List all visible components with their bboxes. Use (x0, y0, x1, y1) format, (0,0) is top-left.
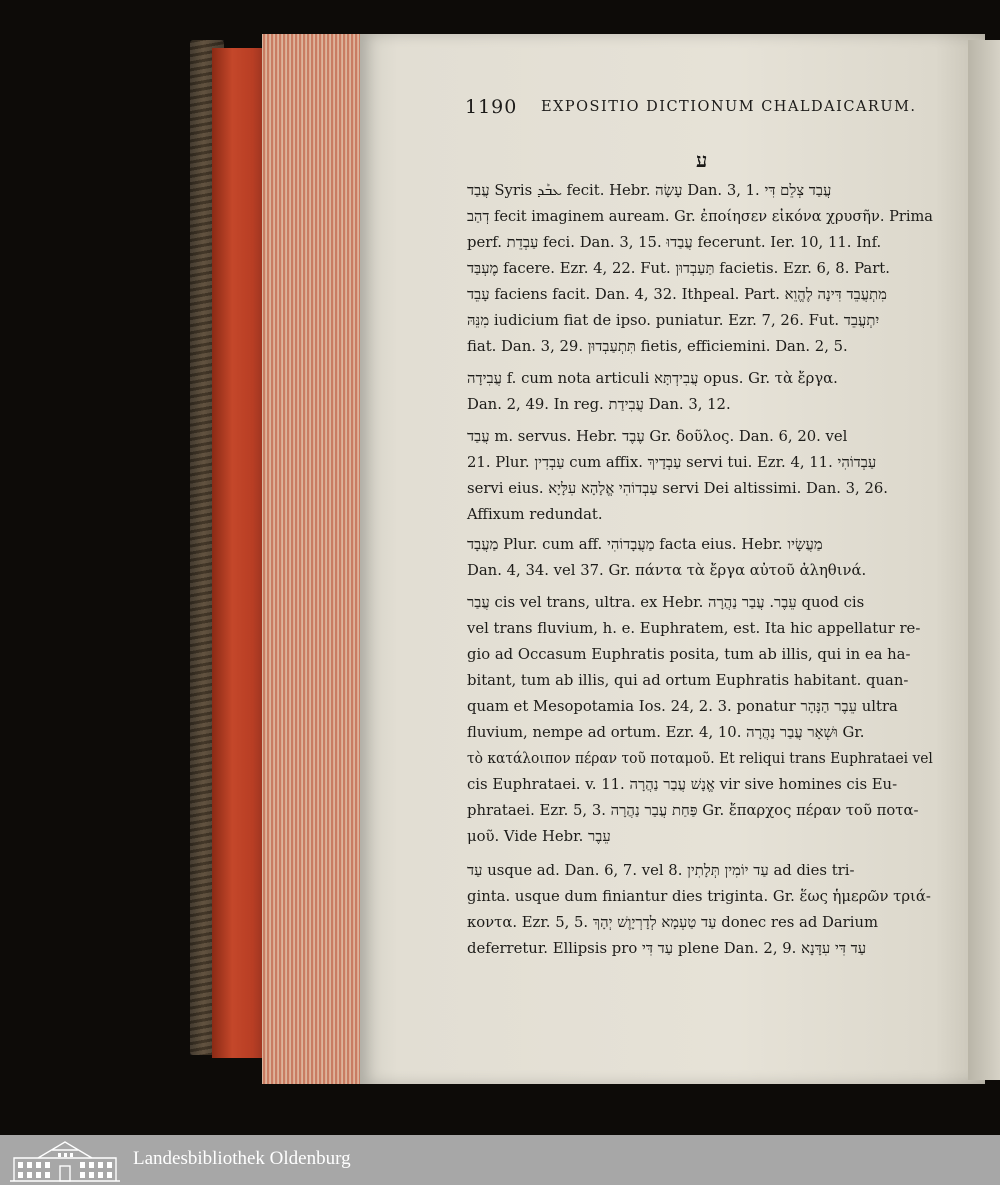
text-line-content: עֲבַד m. servus. Hebr. עֶבֶד Gr. δοῦλος. Dan. 6, 20. vel (467, 428, 848, 445)
text-line (467, 750, 933, 776)
text-line (467, 338, 933, 364)
text-line-content: cis Euphrataei. v. 11. אֱנָשׁ עֲבַר נַהֲרָה vir sive homines cis Eu- (467, 776, 898, 793)
text-line-content: quam et Mesopotamia Ios. 24, 2. 3. ponatur עֵבֶר הַנָּהָר ultra (467, 698, 898, 715)
text-line (467, 396, 933, 422)
text-line-content: perf. עַבְדֵת feci. Dan. 3, 15. עֲבַדוּ fecerunt. Ier. 10, 11. Inf. (467, 234, 882, 251)
text-line-content: דְהַב fecit imaginem auream. Gr. ἐποίησεν εἰκόνα χρυσῆν. Prima (467, 208, 933, 225)
text-line-content: fluvium, nempe ad ortum. Ezr. 4, 10. וּשְׁאָר עֲבַר נַהֲרָה Gr. (467, 724, 865, 741)
text-line (467, 594, 933, 620)
text-line (467, 260, 933, 286)
text-line (467, 672, 933, 698)
text-line (467, 724, 933, 750)
text-line (467, 428, 933, 454)
text-line (467, 562, 933, 588)
text-line-content: ginta. usque dum finiantur dies triginta. Gr. ἕως ἡμερῶν τριά- (467, 888, 931, 905)
section-letter: ע (696, 148, 708, 172)
text-line (467, 234, 933, 260)
text-line (467, 828, 933, 854)
text-line-content: 21. Plur. עַבְדִין cum affix. עַבְדָיךְ servi tui. Ezr. 4, 11. עַבְדוֹהִי (467, 454, 877, 471)
text-line-content: עָבֵד faciens facit. Dan. 4, 32. Ithpeal. Part. מִתְעֲבֵד דִּינָה לֶהֱוֵא (467, 286, 887, 303)
text-line-content: gio ad Occasum Euphratis posita, tum ab illis, qui in ea ha- (467, 646, 911, 663)
text-line (467, 914, 933, 940)
page-number: 1190 (465, 96, 518, 118)
text-line (467, 506, 933, 532)
text-line (467, 480, 933, 506)
text-line (467, 370, 933, 396)
text-line (467, 862, 933, 888)
text-line-content: bitant, tum ab illis, qui ad ortum Euphratis habitant. quan- (467, 672, 909, 689)
text-line-content: deferretur. Ellipsis pro עַד דִּי plene Dan. 2, 9. עַד דִּי עִדָּנָא (467, 940, 867, 957)
text-line-content: Affixum redundat. (467, 506, 603, 523)
text-line-content: vel trans fluvium, h. e. Euphratem, est. Ita hic appellatur re- (467, 620, 921, 637)
text-line-content: עֲבַר cis vel trans, ultra. ex Hebr. עֵבֶר. עֲבַר נַהֲרָה quod cis (467, 594, 865, 611)
text-line (467, 802, 933, 828)
text-line (467, 286, 933, 312)
page-header (465, 96, 917, 122)
text-line (467, 454, 933, 480)
text-line (467, 208, 933, 234)
text-line (467, 940, 933, 966)
text-line-content: κοντα. Ezr. 5, 5. עַד טַעְמָא לְדָרְיָוֶשׁ יְהָךְ donec res ad Darium (467, 914, 879, 931)
text-line (467, 536, 933, 562)
text-line-content: servi eius. עַבְדוֹהִי אֱלָהָא עִלָּיָא servi Dei altissimi. Dan. 3, 26. (467, 480, 888, 497)
library-name: Landesbibliothek Oldenburg (133, 1148, 351, 1169)
text-line-content: עֲבַד Syris ܥܒܰܕ fecit. Hebr. עָשָׂה Dan. 3, 1. עֲבַד צְלֵם דִּי (467, 182, 832, 199)
text-line (467, 182, 933, 208)
text-line-content: μοῦ. Vide Hebr. עֵבֶר (467, 828, 611, 845)
text-line-content: Dan. 2, 49. In reg. עֲבִידַת Dan. 3, 12. (467, 396, 731, 413)
facing-page-edge (968, 40, 1000, 1080)
text-line (467, 888, 933, 914)
page-fore-edge (262, 34, 374, 1084)
text-line-content: מִנֵּהּ iudicium fiat de ipso. puniatur. Ezr. 7, 26. Fut. יִתְעֲבֵד (467, 312, 880, 329)
library-footer (0, 1135, 1000, 1185)
text-line-content: עַד usque ad. Dan. 6, 7. vel 8. עַד יוֹמִין תְּלָתִין ad dies tri- (467, 862, 855, 879)
text-line-content: מֶעְבַּד facere. Ezr. 4, 22. Fut. תַּעַבְדוּן facietis. Ezr. 6, 8. Part. (467, 260, 890, 277)
text-line-content: τὸ κατάλοιπον πέραν τοῦ ποταμοῦ. Et reliqui trans Euphrataei vel (467, 750, 933, 767)
library-building-logo (8, 1138, 122, 1182)
text-line (467, 312, 933, 338)
text-line (467, 646, 933, 672)
text-line (467, 698, 933, 724)
text-line (467, 776, 933, 802)
text-line-content: עֲבִידָה f. cum nota articuli עֲבִידְתָּא opus. Gr. τὰ ἔργα. (467, 370, 838, 387)
running-head: EXPOSITIO DICTIONUM CHALDAICARUM. (541, 99, 917, 115)
text-line-content: מַעֲבָד Plur. cum aff. מַעֲבָדוֹהִי facta eius. Hebr. מַעֲשָׂיו (467, 536, 823, 553)
text-line (467, 620, 933, 646)
text-line-content: fiat. Dan. 3, 29. תִּתְעַבְדוּן fietis, efficiemini. Dan. 2, 5. (467, 338, 848, 355)
text-line-content: Dan. 4, 34. vel 37. Gr. πάντα τὰ ἔργα αὐτοῦ ἀληθινά. (467, 562, 867, 579)
text-line-content: phrataei. Ezr. 5, 3. פַּחַת עֲבַר נַהֲרָה Gr. ἔπαρχος πέραν τοῦ ποτα- (467, 802, 919, 819)
